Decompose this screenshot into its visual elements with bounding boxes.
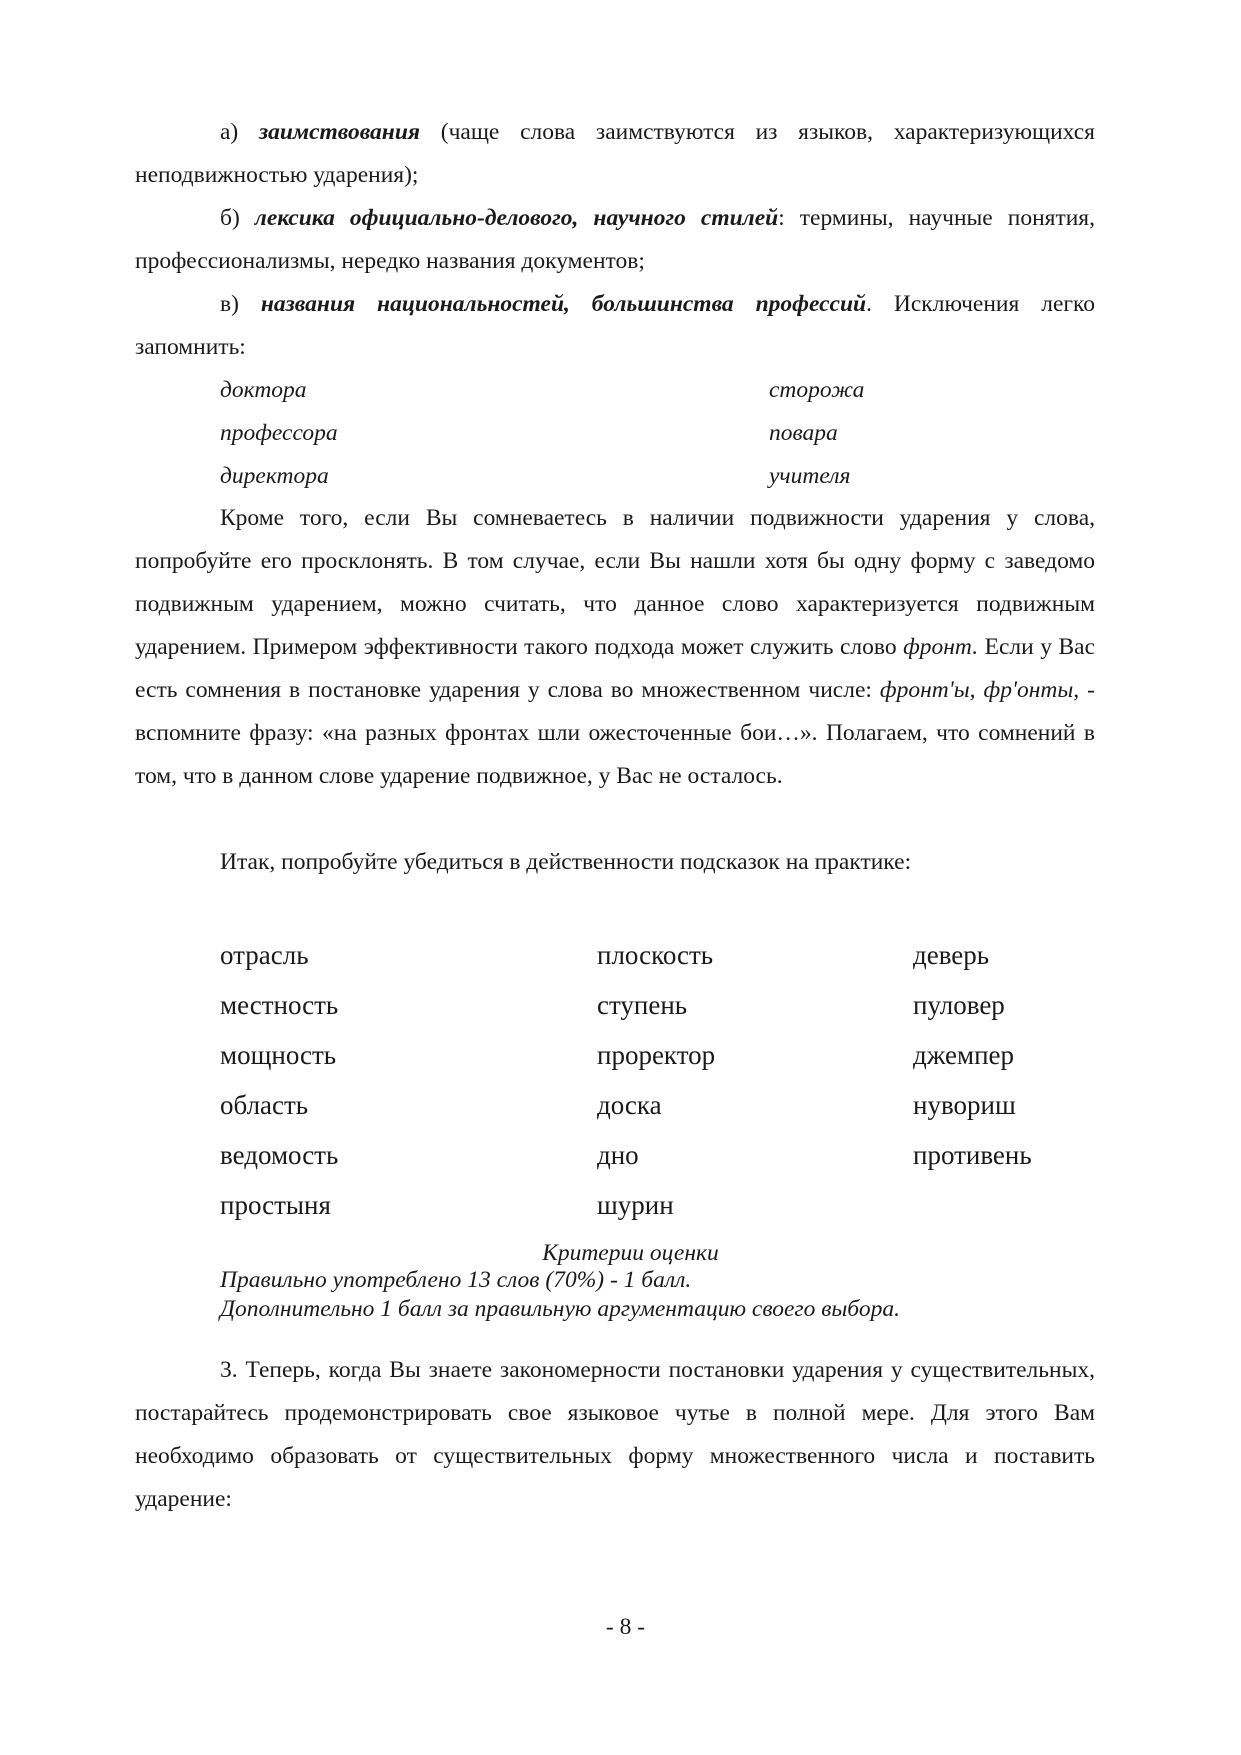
criteria-line-1: Правильно употреблено 13 слов (70%) - 1 балл. (220, 1267, 692, 1293)
paragraph-b-term: лексика официально-делового, научного стилей (254, 205, 779, 231)
practice-word: плоскость (597, 940, 714, 970)
paragraph-v-prefix: в) (220, 291, 261, 317)
practice-word: ведомость (220, 1140, 339, 1170)
paragraph-v (135, 283, 1095, 369)
practice-word: джемпер (913, 1040, 1015, 1070)
paragraph-a-prefix: а) (220, 119, 259, 145)
mobility-text-2: Если у Вас есть сомнения в постановке ударения у слова во множественном числе: (135, 634, 1095, 703)
practice-word: доска (597, 1090, 662, 1120)
practice-word: противень (913, 1140, 1032, 1170)
practice-word: отрасль (220, 940, 309, 970)
practice-word: область (220, 1090, 309, 1120)
exception-word: сторожа (769, 377, 865, 403)
practice-intro: Итак, попробуйте убедиться в действенности подсказок на практике: (220, 849, 912, 875)
paragraph-b-text: : термины, научные понятия, профессионализмы, нередко названия документов; (135, 205, 1095, 274)
paragraph-mobility (135, 497, 1095, 798)
practice-word: мощность (220, 1040, 337, 1070)
practice-word: дно (597, 1140, 639, 1170)
paragraph-b (135, 197, 1095, 283)
practice-word: нувориш (913, 1090, 1016, 1120)
practice-word: простыня (220, 1190, 331, 1220)
mobility-text-1: Кроме того, если Вы сомневаетесь в наличии подвижности ударения у слова, попробуйте его просклонять. В том случае, если Вы нашли хотя бы одну форму с заведомо подвижным ударением, можно считать, что данное слово характеризуется подвижным ударением. Примером эффективности такого подхода может служить слово (135, 505, 1095, 660)
exception-word: повара (769, 420, 838, 446)
mobility-example-forms: фронт'ы, фр'онты, (879, 677, 1080, 703)
exception-word: доктора (220, 377, 307, 403)
paragraph-v-text: . Исключения легко запомнить: (135, 291, 1096, 360)
paragraph-b-prefix: б) (220, 205, 255, 231)
criteria-line-2: Дополнительно 1 балл за правильную аргументацию своего выбора. (220, 1296, 900, 1322)
mobility-example-word: фронт. (903, 634, 979, 660)
practice-word: шурин (597, 1190, 674, 1220)
practice-word: местность (220, 990, 339, 1020)
practice-word: проректор (597, 1040, 716, 1070)
paragraph-a (135, 111, 1095, 197)
practice-word: деверь (913, 940, 990, 970)
criteria-title: Критерии оценки (542, 1240, 719, 1266)
practice-word: пуловер (913, 990, 1005, 1020)
practice-word: ступень (597, 990, 688, 1020)
exception-word: директора (220, 463, 329, 489)
paragraph-v-term: названия национальностей, большинства профессий (260, 291, 867, 317)
exception-word: учителя (769, 463, 851, 489)
paragraph-a-text: (чаще слова заимствуются из языков, характеризующихся неподвижностью ударения); (135, 119, 1095, 188)
exception-word: профессора (220, 420, 338, 446)
task-3-paragraph: 3. Теперь, когда Вы знаете закономерности постановки ударения у существительных, постарайтесь продемонстрировать свое языковое чутье в полной мере. Для этого Вам необходимо образовать от существительных форму множественного числа и поставить ударение: (135, 1357, 1095, 1512)
page-number: - 8 - (605, 1614, 646, 1640)
paragraph-a-term: заимствования (258, 119, 421, 145)
mobility-text-3: - вспомните фразу: «на разных фронтах шли ожесточенные бои…». Полагаем, что сомнений в том, что в данном слове ударение подвижное, у Вас не осталось. (135, 677, 1095, 789)
